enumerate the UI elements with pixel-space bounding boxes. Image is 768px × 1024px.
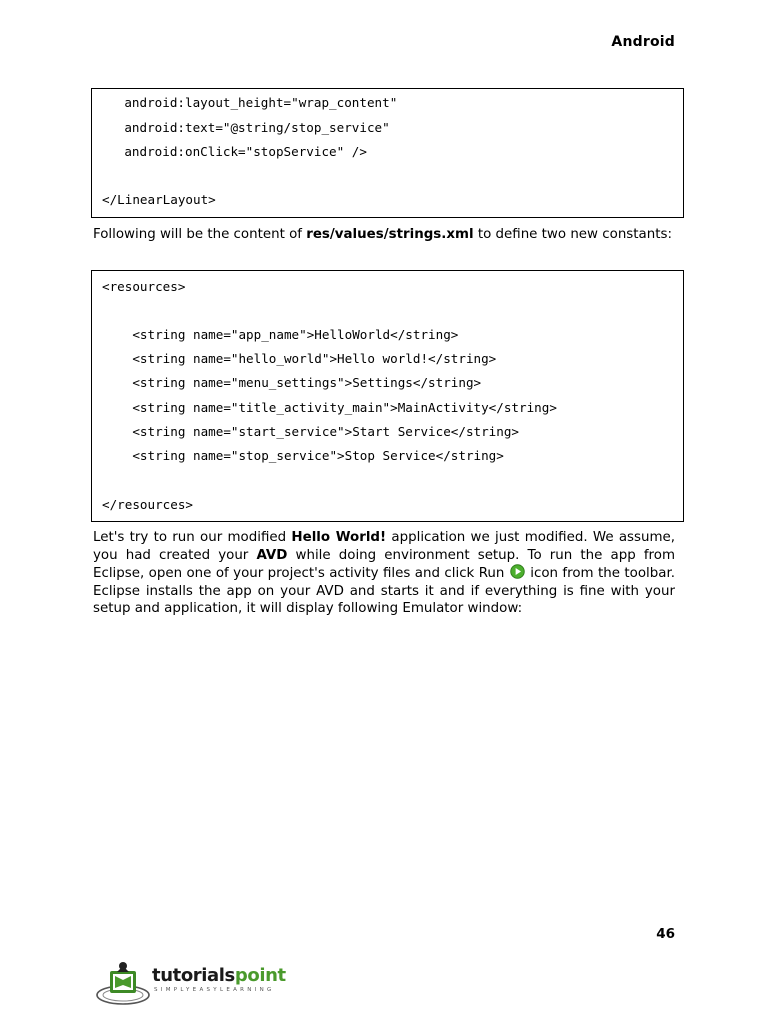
code-line: <resources> bbox=[102, 279, 186, 294]
code-line: <string name="start_service">Start Service</string> bbox=[102, 424, 520, 439]
paragraph-text: Let's try to run our modified bbox=[93, 530, 292, 545]
code-block-strings bbox=[91, 270, 684, 522]
file-path-bold: res/values/strings.xml bbox=[306, 227, 474, 242]
logo-text-dark: tutorials bbox=[152, 965, 235, 986]
logo-wordmark bbox=[152, 965, 286, 986]
paragraph-text: to define two new constants: bbox=[473, 227, 672, 242]
page-header-title: Android bbox=[611, 34, 675, 50]
logo-tagline: SIMPLYEASYLEARNING bbox=[154, 987, 275, 993]
code-line: <string name="hello_world">Hello world!</string> bbox=[102, 351, 497, 366]
run-icon bbox=[510, 564, 525, 579]
paragraph-run-instructions bbox=[93, 529, 675, 618]
page-number: 46 bbox=[656, 926, 675, 942]
paragraph-text: icon from the toolbar. Eclipse installs the app on your AVD and starts it and if everything is fine with your setup and application, it will display following Emulator window: bbox=[93, 566, 675, 617]
code-line: android:text="@string/stop_service" bbox=[94, 120, 390, 135]
paragraph-text: while doing environment setup. To run the app from Eclipse, open one of your project's activity files and click Run bbox=[93, 547, 676, 582]
code-block-layout bbox=[91, 88, 684, 218]
code-line: </LinearLayout> bbox=[102, 192, 216, 207]
code-line: <string name="menu_settings">Settings</string> bbox=[102, 375, 482, 390]
code-line: android:onClick="stopService" /> bbox=[94, 144, 367, 159]
app-name-bold: Hello World! bbox=[291, 530, 387, 545]
avd-bold: AVD bbox=[256, 547, 288, 563]
paragraph-strings-intro bbox=[93, 226, 675, 244]
code-line: <string name="title_activity_main">MainActivity</string> bbox=[102, 400, 557, 415]
paragraph-text: Following will be the content of bbox=[93, 227, 307, 242]
tutorialspoint-logo-icon bbox=[96, 955, 152, 1007]
paragraph-text: application we just modified. We assume, you had created your bbox=[93, 530, 676, 563]
code-line: <string name="app_name">HelloWorld</string> bbox=[102, 327, 459, 342]
code-line: </resources> bbox=[102, 497, 193, 512]
logo-text-green: point bbox=[234, 965, 286, 986]
code-line: android:layout_height="wrap_content" bbox=[94, 95, 398, 110]
tutorialspoint-logo bbox=[96, 955, 308, 1007]
code-line: <string name="stop_service">Stop Service</string> bbox=[102, 448, 504, 463]
